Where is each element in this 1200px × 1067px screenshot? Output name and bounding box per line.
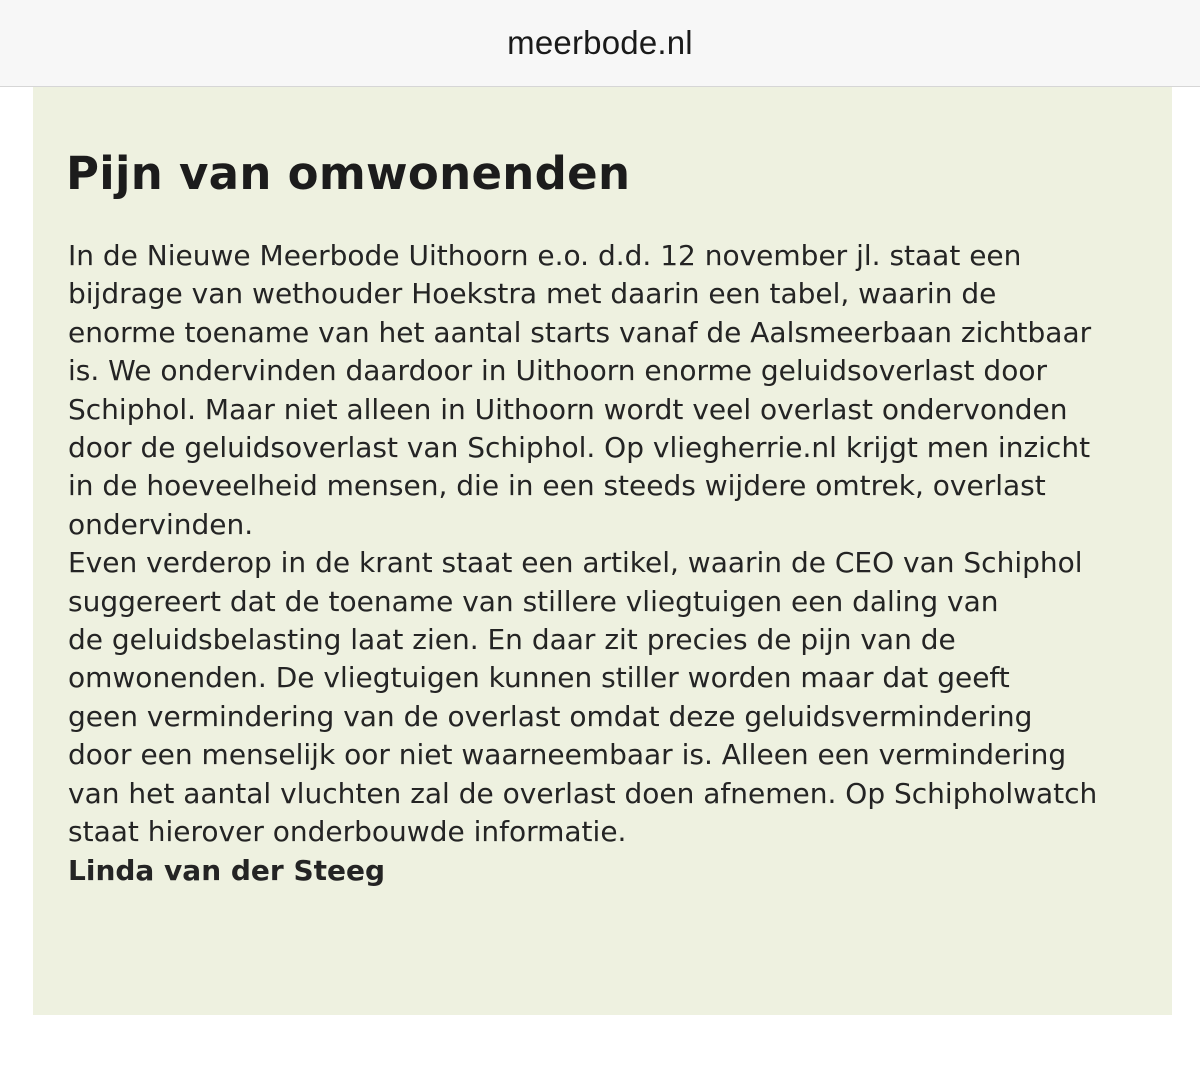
browser-address-bar[interactable] — [0, 0, 1200, 87]
body-line: de geluidsbelasting laat zien. En daar zit precies de pijn van de — [68, 623, 956, 657]
body-line: enorme toename van het aantal starts vanaf de Aalsmeerbaan zichtbaar — [68, 315, 1092, 349]
body-line: staat hierover onderbouwde informatie. — [68, 815, 627, 849]
body-line: door de geluidsoverlast van Schiphol. Op vliegherrie.nl krijgt men inzicht — [68, 431, 1091, 465]
body-line: door een menselijk oor niet waarneembaar is. Alleen een vermindering — [68, 738, 1067, 772]
body-line: in de hoeveelheid mensen, die in een steeds wijdere omtrek, overlast — [68, 469, 1046, 503]
article-body — [68, 237, 1148, 890]
paragraph-2 — [68, 544, 1148, 851]
paragraph-1 — [68, 237, 1148, 544]
body-line: Even verderop in de krant staat een artikel, waarin de CEO van Schiphol — [68, 546, 1083, 580]
author-name: Linda van der Steeg — [68, 853, 386, 887]
author-signature — [68, 852, 1148, 890]
body-line: suggereert dat de toename van stillere vliegtuigen een daling van — [68, 584, 999, 618]
body-line: In de Nieuwe Meerbode Uithoorn e.o. d.d. 12 november jl. staat een — [68, 239, 1022, 272]
body-line: omwonenden. De vliegtuigen kunnen stiller worden maar dat geeft — [68, 661, 1010, 695]
body-line: ondervinden. — [68, 507, 254, 541]
body-line: is. We ondervinden daardoor in Uithoorn enorme geluidsoverlast door — [68, 354, 1047, 388]
url-text[interactable]: meerbode.nl — [507, 24, 693, 61]
body-line: bijdrage van wethouder Hoekstra met daarin een tabel, waarin de — [68, 277, 997, 311]
body-line: Schiphol. Maar niet alleen in Uithoorn wordt veel overlast ondervonden — [68, 392, 1068, 426]
body-line: geen vermindering van de overlast omdat deze geluidsvermindering — [68, 699, 1033, 733]
letter-article — [33, 87, 1172, 1015]
body-line: van het aantal vluchten zal de overlast doen afnemen. Op Schipholwatch — [68, 776, 1098, 810]
article-headline: Pijn van omwonenden — [66, 147, 631, 200]
